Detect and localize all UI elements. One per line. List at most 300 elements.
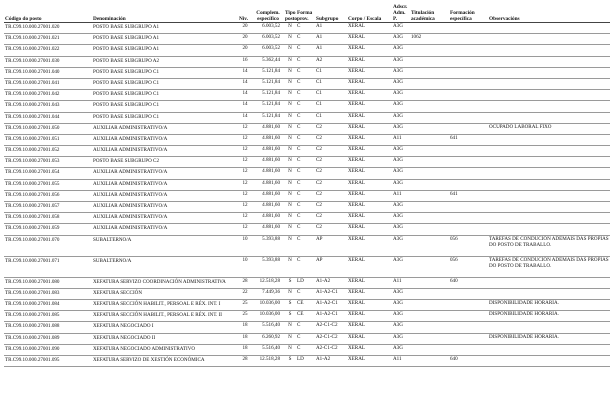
cell-subgrupo: C2 bbox=[315, 134, 347, 145]
table-row bbox=[4, 288, 610, 299]
cell-forma: LD bbox=[296, 355, 315, 366]
table-row bbox=[4, 45, 610, 56]
cell-corpo: XERAL bbox=[347, 299, 392, 310]
table-row bbox=[4, 157, 610, 168]
cell-observacions bbox=[488, 112, 610, 123]
cell-tipo: N bbox=[284, 34, 296, 45]
cell-codigo: TR.C99.10.000.27001.083 bbox=[4, 288, 92, 299]
table-row bbox=[4, 67, 610, 78]
cell-denominacion: XEFATURA NEGOCIADO I bbox=[92, 322, 238, 333]
cell-titulacion bbox=[410, 213, 449, 224]
cell-observacions bbox=[488, 157, 610, 168]
cell-complemento: 4.881,60 bbox=[252, 146, 284, 157]
cell-nivel: 12 bbox=[238, 157, 252, 168]
cell-tipo: N bbox=[284, 288, 296, 299]
table-row bbox=[4, 311, 610, 322]
cell-subgrupo: C1 bbox=[315, 67, 347, 78]
cell-observacions bbox=[488, 78, 610, 89]
cell-formacion bbox=[449, 157, 488, 168]
cell-codigo: TR.C99.10.000.27001.030 bbox=[4, 56, 92, 67]
cell-forma: C bbox=[296, 23, 315, 34]
cell-tipo: N bbox=[284, 123, 296, 134]
cell-denominacion: AUXILIAR ADMINISTRATIVO/A bbox=[92, 123, 238, 134]
cell-complemento: 6.003,52 bbox=[252, 23, 284, 34]
cell-adscricion: A3G bbox=[392, 202, 410, 213]
cell-formacion bbox=[449, 168, 488, 179]
cell-titulacion bbox=[410, 190, 449, 201]
cell-adscricion: A3G bbox=[392, 256, 410, 277]
cell-formacion bbox=[449, 45, 488, 56]
cell-codigo: TR.C99.10.000.27001.089 bbox=[4, 333, 92, 344]
cell-subgrupo: AP bbox=[315, 256, 347, 277]
table-header-row bbox=[4, 0, 610, 23]
cell-tipo: N bbox=[284, 146, 296, 157]
cell-observacions: DISPONIBILIDADE HORARIA. bbox=[488, 299, 610, 310]
cell-formacion bbox=[449, 288, 488, 299]
cell-complemento: 4.881,60 bbox=[252, 168, 284, 179]
cell-tipo: N bbox=[284, 190, 296, 201]
header-adscricion: Adscr. Adm. P. bbox=[392, 0, 410, 23]
cell-titulacion bbox=[410, 112, 449, 123]
cell-observacions bbox=[488, 355, 610, 366]
cell-complemento: 4.881,60 bbox=[252, 190, 284, 201]
table-row bbox=[4, 299, 610, 310]
table-row bbox=[4, 34, 610, 45]
cell-forma: C bbox=[296, 45, 315, 56]
cell-tipo: N bbox=[284, 202, 296, 213]
cell-observacions bbox=[488, 146, 610, 157]
cell-adscricion: A3G bbox=[392, 34, 410, 45]
cell-complemento: 5.516,40 bbox=[252, 322, 284, 333]
cell-denominacion: XEFATURA NEGOCIADO II bbox=[92, 333, 238, 344]
cell-subgrupo: A1 bbox=[315, 45, 347, 56]
cell-denominacion: AUXILIAR ADMINISTRATIVO/A bbox=[92, 202, 238, 213]
cell-complemento: 7.449,36 bbox=[252, 288, 284, 299]
cell-codigo: TR.C99.10.000.27001.095 bbox=[4, 355, 92, 366]
cell-titulacion bbox=[410, 134, 449, 145]
cell-nivel: 12 bbox=[238, 190, 252, 201]
cell-corpo: XERAL bbox=[347, 56, 392, 67]
cell-nivel: 12 bbox=[238, 123, 252, 134]
cell-nivel: 14 bbox=[238, 90, 252, 101]
cell-codigo: TR.C99.10.000.27001.088 bbox=[4, 322, 92, 333]
cell-forma: CE bbox=[296, 299, 315, 310]
cell-codigo: TR.C99.10.000.27001.058 bbox=[4, 213, 92, 224]
header-titulacion: Titulación académica bbox=[410, 0, 449, 23]
cell-forma: C bbox=[296, 157, 315, 168]
cell-nivel: 12 bbox=[238, 146, 252, 157]
cell-adscricion: A3G bbox=[392, 168, 410, 179]
cell-formacion bbox=[449, 101, 488, 112]
table-row bbox=[4, 56, 610, 67]
cell-complemento: 4.881,60 bbox=[252, 157, 284, 168]
cell-forma: LD bbox=[296, 277, 315, 288]
cell-subgrupo: A2-C1-C2 bbox=[315, 344, 347, 355]
cell-subgrupo: C2 bbox=[315, 190, 347, 201]
cell-tipo: N bbox=[284, 67, 296, 78]
header-forma: Forma prov. bbox=[296, 0, 315, 23]
cell-observacions bbox=[488, 168, 610, 179]
cell-adscricion: A3G bbox=[392, 123, 410, 134]
cell-observacions: OCUPADO LABORAL FIXO bbox=[488, 123, 610, 134]
cell-adscricion: A3G bbox=[392, 288, 410, 299]
cell-tipo: N bbox=[284, 168, 296, 179]
cell-formacion: 641 bbox=[449, 190, 488, 201]
cell-observacions bbox=[488, 45, 610, 56]
cell-adscricion: A3G bbox=[392, 67, 410, 78]
cell-tipo: N bbox=[284, 344, 296, 355]
cell-complemento: 6.260,92 bbox=[252, 333, 284, 344]
cell-forma: C bbox=[296, 56, 315, 67]
cell-forma: C bbox=[296, 190, 315, 201]
cell-complemento: 5.121,84 bbox=[252, 78, 284, 89]
cell-codigo: TR.C99.10.000.27001.050 bbox=[4, 123, 92, 134]
cell-nivel: 14 bbox=[238, 67, 252, 78]
cell-denominacion: POSTO BASE SUBGRUPO C1 bbox=[92, 90, 238, 101]
cell-formacion bbox=[449, 322, 488, 333]
cell-titulacion: 1062 bbox=[410, 34, 449, 45]
cell-complemento: 10.036,00 bbox=[252, 299, 284, 310]
cell-forma: C bbox=[296, 179, 315, 190]
cell-denominacion: XEFATURA NEGOCIADO ADMINISTRATIVO bbox=[92, 344, 238, 355]
cell-subgrupo: C2 bbox=[315, 213, 347, 224]
cell-corpo: XERAL bbox=[347, 134, 392, 145]
cell-observacions bbox=[488, 344, 610, 355]
cell-tipo: N bbox=[284, 78, 296, 89]
cell-nivel: 25 bbox=[238, 311, 252, 322]
cell-codigo: TR.C99.10.000.27001.021 bbox=[4, 34, 92, 45]
cell-denominacion: XEFATURA SECCIÓN HABILIT., PERSOAL E RÉX. INT. II bbox=[92, 311, 238, 322]
cell-corpo: XERAL bbox=[347, 288, 392, 299]
header-complemento: Complem. específico bbox=[252, 0, 284, 23]
cell-adscricion: A3G bbox=[392, 322, 410, 333]
cell-corpo: XERAL bbox=[347, 123, 392, 134]
table-row bbox=[4, 235, 610, 256]
cell-titulacion bbox=[410, 344, 449, 355]
cell-complemento: 4.881,60 bbox=[252, 224, 284, 235]
cell-denominacion: POSTO BASE SUBGRUPO C1 bbox=[92, 101, 238, 112]
cell-formacion bbox=[449, 146, 488, 157]
cell-codigo: TR.C99.10.000.27001.042 bbox=[4, 90, 92, 101]
cell-denominacion: XEFATURA SERVIZO DE XESTIÓN ECONÓMICA bbox=[92, 355, 238, 366]
cell-observacions bbox=[488, 224, 610, 235]
header-codigo: Código do posto bbox=[4, 0, 92, 23]
cell-subgrupo: C2 bbox=[315, 168, 347, 179]
cell-forma: C bbox=[296, 123, 315, 134]
cell-titulacion bbox=[410, 179, 449, 190]
cell-subgrupo: C2 bbox=[315, 123, 347, 134]
cell-corpo: XERAL bbox=[347, 311, 392, 322]
cell-nivel: 22 bbox=[238, 288, 252, 299]
cell-denominacion: POSTO BASE SUBGRUPO A1 bbox=[92, 45, 238, 56]
cell-titulacion bbox=[410, 56, 449, 67]
cell-subgrupo: C2 bbox=[315, 202, 347, 213]
cell-nivel: 28 bbox=[238, 355, 252, 366]
cell-forma: C bbox=[296, 146, 315, 157]
cell-formacion bbox=[449, 67, 488, 78]
cell-corpo: XERAL bbox=[347, 235, 392, 256]
cell-nivel: 10 bbox=[238, 235, 252, 256]
cell-titulacion bbox=[410, 333, 449, 344]
cell-observacions bbox=[488, 202, 610, 213]
cell-titulacion bbox=[410, 168, 449, 179]
cell-adscricion: A3G bbox=[392, 45, 410, 56]
cell-forma: C bbox=[296, 344, 315, 355]
cell-observacions bbox=[488, 213, 610, 224]
cell-observacions bbox=[488, 101, 610, 112]
cell-formacion bbox=[449, 112, 488, 123]
cell-denominacion: XEFATURA SECCIÓN bbox=[92, 288, 238, 299]
cell-nivel: 12 bbox=[238, 134, 252, 145]
cell-tipo: N bbox=[284, 56, 296, 67]
cell-tipo: N bbox=[284, 101, 296, 112]
cell-titulacion bbox=[410, 157, 449, 168]
cell-complemento: 5.362,44 bbox=[252, 56, 284, 67]
cell-complemento: 4.881,60 bbox=[252, 202, 284, 213]
cell-formacion bbox=[449, 213, 488, 224]
table-row bbox=[4, 344, 610, 355]
cell-tipo: N bbox=[284, 224, 296, 235]
cell-titulacion bbox=[410, 67, 449, 78]
cell-subgrupo: C2 bbox=[315, 146, 347, 157]
cell-codigo: TR.C99.10.000.27001.022 bbox=[4, 45, 92, 56]
cell-corpo: XERAL bbox=[347, 101, 392, 112]
cell-corpo: XERAL bbox=[347, 190, 392, 201]
header-tipo: Tipo posto bbox=[284, 0, 296, 23]
cell-tipo: S bbox=[284, 355, 296, 366]
cell-complemento: 12.518,28 bbox=[252, 355, 284, 366]
cell-subgrupo: A1 bbox=[315, 34, 347, 45]
cell-denominacion: XEFATURA SERVIZO COORDINACIÓN ADMINISTRATIVA bbox=[92, 277, 238, 288]
cell-nivel: 20 bbox=[238, 34, 252, 45]
table-row bbox=[4, 224, 610, 235]
cell-corpo: XERAL bbox=[347, 333, 392, 344]
cell-complemento: 12.518,28 bbox=[252, 277, 284, 288]
cell-corpo: XERAL bbox=[347, 224, 392, 235]
cell-adscricion: A3G bbox=[392, 78, 410, 89]
header-nivel: Niv. bbox=[238, 0, 252, 23]
cell-complemento: 4.881,60 bbox=[252, 123, 284, 134]
cell-adscricion: A3G bbox=[392, 311, 410, 322]
cell-subgrupo: C1 bbox=[315, 90, 347, 101]
cell-codigo: TR.C99.10.000.27001.055 bbox=[4, 179, 92, 190]
cell-tipo: N bbox=[284, 333, 296, 344]
cell-denominacion: POSTO BASE SUBGRUPO A1 bbox=[92, 23, 238, 34]
cell-complemento: 5.121,84 bbox=[252, 112, 284, 123]
cell-denominacion: POSTO BASE SUBGRUPO A2 bbox=[92, 56, 238, 67]
cell-titulacion bbox=[410, 123, 449, 134]
table-row bbox=[4, 78, 610, 89]
cell-forma: C bbox=[296, 322, 315, 333]
cell-titulacion bbox=[410, 256, 449, 277]
cell-codigo: TR.C99.10.000.27001.071 bbox=[4, 256, 92, 277]
cell-titulacion bbox=[410, 224, 449, 235]
cell-forma: C bbox=[296, 168, 315, 179]
cell-subgrupo: C2 bbox=[315, 224, 347, 235]
cell-nivel: 16 bbox=[238, 56, 252, 67]
cell-denominacion: AUXILIAR ADMINISTRATIVO/A bbox=[92, 179, 238, 190]
cell-nivel: 18 bbox=[238, 322, 252, 333]
cell-forma: C bbox=[296, 90, 315, 101]
cell-adscricion: A3G bbox=[392, 333, 410, 344]
cell-denominacion: AUXILIAR ADMINISTRATIVO/A bbox=[92, 224, 238, 235]
cell-adscricion: A3G bbox=[392, 56, 410, 67]
cell-adscricion: A3G bbox=[392, 179, 410, 190]
cell-denominacion: POSTO BASE SUBGRUPO A1 bbox=[92, 34, 238, 45]
cell-adscricion: A3G bbox=[392, 146, 410, 157]
cell-complemento: 5.393,88 bbox=[252, 256, 284, 277]
cell-adscricion: A11 bbox=[392, 134, 410, 145]
cell-formacion bbox=[449, 344, 488, 355]
table-row bbox=[4, 123, 610, 134]
cell-codigo: TR.C99.10.000.27001.052 bbox=[4, 146, 92, 157]
cell-codigo: TR.C99.10.000.27001.090 bbox=[4, 344, 92, 355]
cell-observacions bbox=[488, 190, 610, 201]
cell-tipo: S bbox=[284, 299, 296, 310]
cell-adscricion: A11 bbox=[392, 190, 410, 201]
cell-adscricion: A3G bbox=[392, 101, 410, 112]
cell-complemento: 5.121,84 bbox=[252, 90, 284, 101]
table-row bbox=[4, 101, 610, 112]
cell-codigo: TR.C99.10.000.27001.020 bbox=[4, 23, 92, 34]
cell-formacion bbox=[449, 56, 488, 67]
cell-formacion: 640 bbox=[449, 355, 488, 366]
cell-codigo: TR.C99.10.000.27001.080 bbox=[4, 277, 92, 288]
cell-tipo: N bbox=[284, 235, 296, 256]
cell-corpo: XERAL bbox=[347, 355, 392, 366]
table-row bbox=[4, 277, 610, 288]
cell-formacion bbox=[449, 123, 488, 134]
table-row bbox=[4, 355, 610, 366]
table-row bbox=[4, 179, 610, 190]
table-row bbox=[4, 112, 610, 123]
cell-corpo: XERAL bbox=[347, 112, 392, 123]
cell-titulacion bbox=[410, 322, 449, 333]
cell-subgrupo: C2 bbox=[315, 179, 347, 190]
cell-adscricion: A3G bbox=[392, 224, 410, 235]
header-subgrupo: Subgrupo bbox=[315, 0, 347, 23]
cell-corpo: XERAL bbox=[347, 90, 392, 101]
cell-adscricion: A3G bbox=[392, 112, 410, 123]
cell-formacion bbox=[449, 179, 488, 190]
cell-denominacion: POSTO BASE SUBGRUPO C1 bbox=[92, 67, 238, 78]
cell-subgrupo: A1 bbox=[315, 23, 347, 34]
cell-adscricion: A3G bbox=[392, 235, 410, 256]
cell-forma: CE bbox=[296, 311, 315, 322]
cell-observacions: TAREFAS DE CONDUCIÓN ADEMAIS DAS PROPIAS DO POSTO DE TRABALLO. bbox=[488, 235, 610, 256]
table-row bbox=[4, 190, 610, 201]
cell-nivel: 18 bbox=[238, 344, 252, 355]
cell-formacion bbox=[449, 311, 488, 322]
cell-subgrupo: A1-A2-C1 bbox=[315, 311, 347, 322]
table-row bbox=[4, 90, 610, 101]
cell-corpo: XERAL bbox=[347, 179, 392, 190]
cell-forma: C bbox=[296, 202, 315, 213]
cell-observacions bbox=[488, 90, 610, 101]
cell-formacion: 640 bbox=[449, 277, 488, 288]
cell-codigo: TR.C99.10.000.27001.085 bbox=[4, 311, 92, 322]
cell-nivel: 12 bbox=[238, 179, 252, 190]
cell-observacions bbox=[488, 23, 610, 34]
table-row bbox=[4, 134, 610, 145]
table-row bbox=[4, 322, 610, 333]
cell-subgrupo: A1-A2 bbox=[315, 355, 347, 366]
cell-formacion bbox=[449, 78, 488, 89]
cell-subgrupo: A2-C1-C2 bbox=[315, 333, 347, 344]
cell-subgrupo: A2-C1-C2 bbox=[315, 322, 347, 333]
cell-corpo: XERAL bbox=[347, 34, 392, 45]
cell-subgrupo: AP bbox=[315, 235, 347, 256]
cell-corpo: XERAL bbox=[347, 23, 392, 34]
cell-formacion: 056 bbox=[449, 235, 488, 256]
cell-corpo: XERAL bbox=[347, 213, 392, 224]
cell-titulacion bbox=[410, 311, 449, 322]
cell-observacions bbox=[488, 288, 610, 299]
cell-formacion bbox=[449, 299, 488, 310]
cell-observacions bbox=[488, 179, 610, 190]
cell-complemento: 5.121,84 bbox=[252, 101, 284, 112]
cell-denominacion: SUBALTERNO/A bbox=[92, 235, 238, 256]
cell-adscricion: A3G bbox=[392, 299, 410, 310]
cell-subgrupo: C2 bbox=[315, 157, 347, 168]
cell-tipo: N bbox=[284, 45, 296, 56]
cell-corpo: XERAL bbox=[347, 344, 392, 355]
cell-corpo: XERAL bbox=[347, 157, 392, 168]
cell-codigo: TR.C99.10.000.27001.043 bbox=[4, 101, 92, 112]
cell-nivel: 14 bbox=[238, 112, 252, 123]
cell-corpo: XERAL bbox=[347, 277, 392, 288]
cell-complemento: 5.393,88 bbox=[252, 235, 284, 256]
cell-titulacion bbox=[410, 23, 449, 34]
cell-nivel: 12 bbox=[238, 168, 252, 179]
cell-forma: C bbox=[296, 235, 315, 256]
cell-forma: C bbox=[296, 213, 315, 224]
cell-observacions bbox=[488, 134, 610, 145]
cell-adscricion: A3G bbox=[392, 213, 410, 224]
cell-titulacion bbox=[410, 90, 449, 101]
cell-forma: C bbox=[296, 288, 315, 299]
cell-tipo: N bbox=[284, 179, 296, 190]
cell-corpo: XERAL bbox=[347, 45, 392, 56]
cell-tipo: S bbox=[284, 277, 296, 288]
cell-adscricion: A3G bbox=[392, 90, 410, 101]
cell-complemento: 5.516,40 bbox=[252, 344, 284, 355]
cell-denominacion: AUXILIAR ADMINISTRATIVO/A bbox=[92, 213, 238, 224]
cell-corpo: XERAL bbox=[347, 146, 392, 157]
cell-forma: C bbox=[296, 134, 315, 145]
cell-corpo: XERAL bbox=[347, 322, 392, 333]
cell-titulacion bbox=[410, 45, 449, 56]
cell-subgrupo: A1-A2 bbox=[315, 277, 347, 288]
cell-denominacion: AUXILIAR ADMINISTRATIVO/A bbox=[92, 190, 238, 201]
cell-observacions: TAREFAS DE CONDUCIÓN ADEMAIS DAS PROPIAS DO POSTO DE TRABALLO. bbox=[488, 256, 610, 277]
cell-titulacion bbox=[410, 78, 449, 89]
cell-formacion bbox=[449, 90, 488, 101]
header-corpo: Corpo / Escala bbox=[347, 0, 392, 23]
cell-complemento: 6.003,52 bbox=[252, 34, 284, 45]
cell-tipo: N bbox=[284, 256, 296, 277]
cell-complemento: 4.881,60 bbox=[252, 179, 284, 190]
cell-subgrupo: A1-A2-C1 bbox=[315, 288, 347, 299]
cell-observacions bbox=[488, 34, 610, 45]
table-row bbox=[4, 256, 610, 277]
cell-complemento: 4.881,60 bbox=[252, 213, 284, 224]
cell-observacions: DISPONIBILIDADE HORARIA. bbox=[488, 333, 610, 344]
cell-codigo: TR.C99.10.000.27001.041 bbox=[4, 78, 92, 89]
cell-forma: C bbox=[296, 224, 315, 235]
table-row bbox=[4, 23, 610, 34]
cell-forma: C bbox=[296, 78, 315, 89]
